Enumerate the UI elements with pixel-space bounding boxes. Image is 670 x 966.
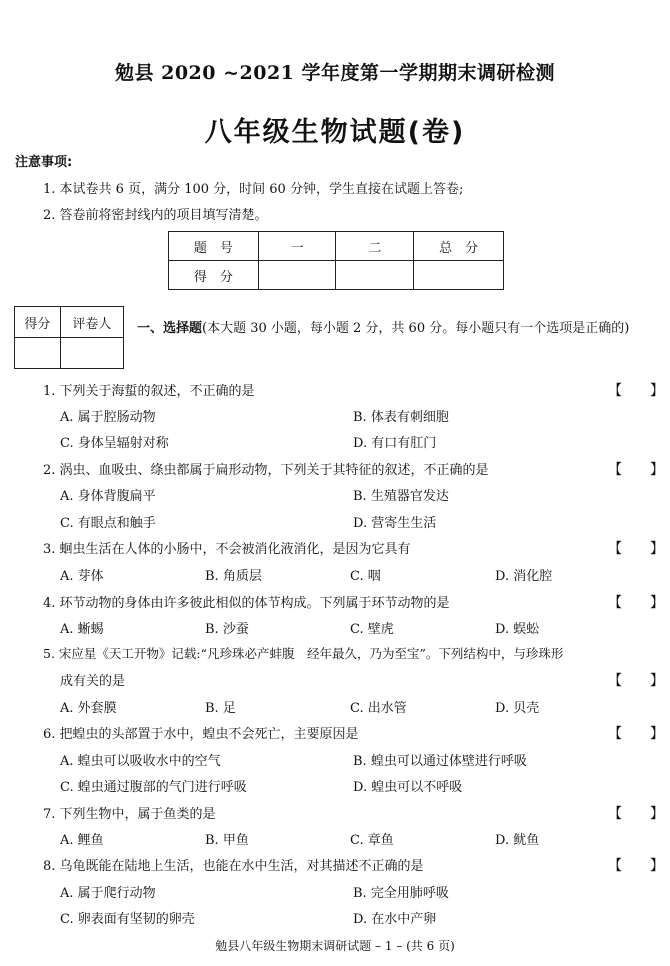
question-option: A. 鲤鱼 [60,833,104,848]
question-option: B. 蝗虫可以通过体壁进行呼吸 [353,754,527,769]
question-option: D. 营寄生生活 [353,516,437,531]
grader-name-cell[interactable] [60,338,123,369]
question-option: D. 在水中产卵 [353,912,437,927]
answer-bracket[interactable]: 【 】 [608,673,664,689]
answer-bracket[interactable]: 【 】 [608,541,664,557]
question-option: B. 角质层 [205,569,262,584]
question-option: A. 属于爬行动物 [60,886,156,901]
score-cell-part2[interactable] [336,261,414,290]
exam-header: 勉县 2020 ~2021 学年度第一学期期末调研检测 [114,62,556,84]
question-option: D. 蝗虫可以不呼吸 [353,780,463,795]
question-option: B. 甲鱼 [205,833,249,848]
question-stem: 1. 下列关于海蜇的叙述，不正确的是 [43,384,255,399]
grader-table [14,306,124,369]
question-option: B. 足 [205,701,236,716]
answer-bracket[interactable]: 【 】 [608,462,664,478]
question-stem-continued: 成有关的是 [60,674,126,689]
note-item-2: 2. 答卷前将密封线内的项目填写清楚。 [43,208,268,223]
answer-bracket[interactable]: 【 】 [608,806,664,822]
question-option: C. 壁虎 [350,622,394,637]
question-stem: 5. 宋应星《天工开物》记载:“凡珍珠必产蚌腹 经年最久，乃为至宝”。下列结构中，与珍珠形 [43,646,564,661]
question-option: C. 有眼点和触手 [60,516,156,531]
note-item-1: 1. 本试卷共 6 页，满分 100 分，时间 60 分钟，学生直接在试题上答卷; [43,182,464,197]
section1-desc: (本大题 30 小题，每小题 2 分，共 60 分。每小题只有一个选项是正确的) [202,321,630,336]
grader-score-label: 得分 [15,307,61,338]
question-option: A. 芽体 [60,569,104,584]
answer-bracket[interactable]: 【 】 [608,383,664,399]
question-option: B. 完全用肺呼吸 [353,886,449,901]
grader-name-label: 评卷人 [60,307,123,338]
section1-heading [137,317,657,341]
question-option: D. 有口有肛门 [353,436,437,451]
question-stem: 7. 下列生物中，属于鱼类的是 [43,807,216,822]
question-stem: 8. 乌龟既能在陆地上生活，也能在水中生活，对其描述不正确的是 [43,859,424,874]
score-header-total: 总 分 [414,232,504,261]
notes-title: 注意事项: [15,155,73,170]
question-option: A. 蝗虫可以吸收水中的空气 [60,754,221,769]
grader-score-cell[interactable] [15,338,61,369]
question-option: A. 属于腔肠动物 [60,410,156,425]
question-option: A. 外套膜 [60,701,117,716]
question-option: B. 沙蚕 [205,622,249,637]
question-stem: 4. 环节动物的身体由许多彼此相似的体节构成。下列属于环节动物的是 [43,596,450,611]
score-table [168,231,504,290]
question-option: B. 体表有刺细胞 [353,410,449,425]
question-stem: 6. 把蝗虫的头部置于水中，蝗虫不会死亡，主要原因是 [43,727,359,742]
question-option: A. 身体背腹扁平 [60,489,156,504]
question-option: C. 章鱼 [350,833,394,848]
section1-title: 一、选择题 [137,321,203,336]
question-stem: 2. 涡虫、血吸虫、绦虫都属于扁形动物，下列关于其特征的叙述，不正确的是 [43,463,489,478]
question-option: C. 蝗虫通过腹部的气门进行呼吸 [60,780,247,795]
question-option: D. 蜈蚣 [495,622,540,637]
question-option: C. 咽 [350,569,381,584]
question-option: C. 卵表面有坚韧的卵壳 [60,912,195,927]
score-header-label: 题 号 [169,232,259,261]
page-footer: 勉县八年级生物期末调研试题 – 1 – (共 6 页) [215,939,455,953]
question-stem: 3. 蛔虫生活在人体的小肠中，不会被消化液消化，是因为它具有 [43,542,411,557]
answer-bracket[interactable]: 【 】 [608,858,664,874]
score-header-part2: 二 [336,232,414,261]
answer-bracket[interactable]: 【 】 [608,726,664,742]
answer-bracket[interactable]: 【 】 [608,595,664,611]
question-option: D. 鱿鱼 [495,833,540,848]
question-option: A. 蜥蜴 [60,622,104,637]
score-cell-part1[interactable] [258,261,336,290]
question-option: D. 消化腔 [495,569,553,584]
exam-title: 八年级生物试题(卷) [204,117,466,148]
question-option: C. 身体呈辐射对称 [60,436,169,451]
question-option: C. 出水管 [350,701,407,716]
question-option: D. 贝壳 [495,701,540,716]
score-header-part1: 一 [258,232,336,261]
question-option: B. 生殖器官发达 [353,489,449,504]
score-cell-total[interactable] [414,261,504,290]
score-row-label: 得 分 [169,261,259,290]
